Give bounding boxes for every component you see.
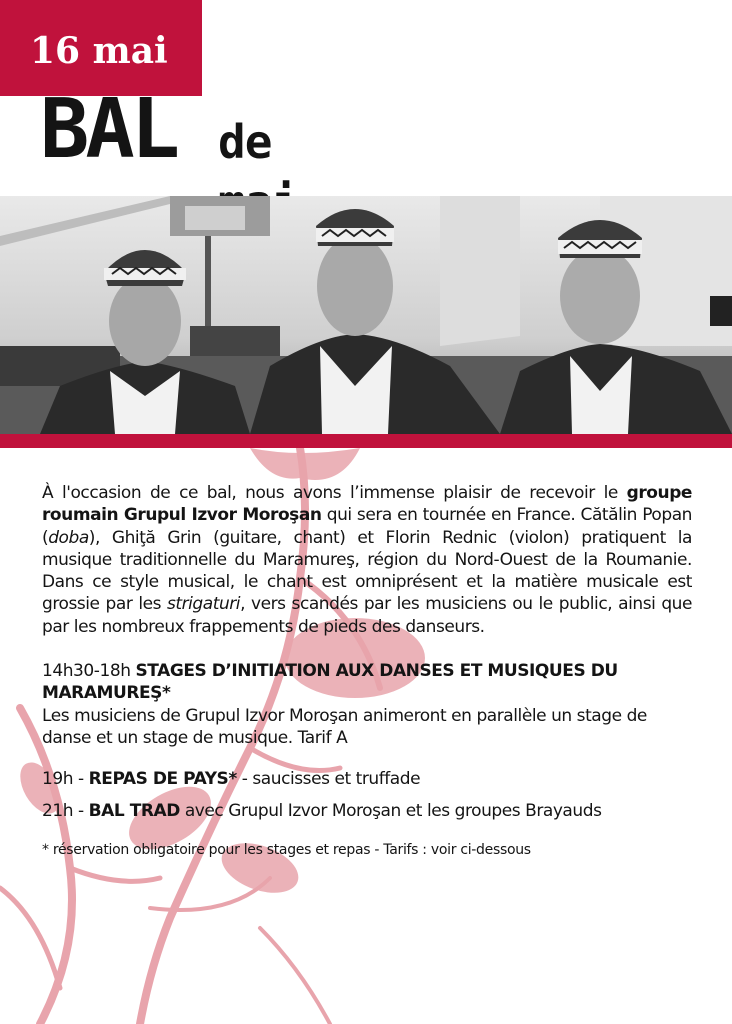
schedule-desc: - saucisses et truffade bbox=[236, 769, 421, 790]
schedule-title: STAGES D’INITIATION AUX DANSES ET MUSIQUES DU MARAMUREŞ* bbox=[42, 661, 618, 704]
schedule-item-bal bbox=[42, 800, 692, 822]
musicians-photo bbox=[0, 196, 732, 434]
instrument-doba: doba bbox=[48, 527, 89, 548]
schedule-time: 21h - bbox=[42, 800, 89, 821]
intro-text-2: qui sera en tournée en France. Cătălin Popan ( bbox=[42, 505, 692, 548]
intro-text-3: ), Ghiţă Grin (guitare, chant) et Florin Rednic (violon) pratiquent la musique traditionnelle du Maramureş, région du Nord-Ouest de la Roumanie. Dans ce style musical, le chant est omniprésent et la matière musicale est grossie par les bbox=[42, 527, 692, 615]
title-de-mai: de bbox=[218, 115, 272, 169]
schedule-time: 19h - bbox=[42, 769, 89, 790]
intro-paragraph bbox=[42, 482, 692, 638]
schedule-title: BAL TRAD bbox=[88, 800, 180, 821]
event-date: 16 mai bbox=[30, 30, 168, 72]
intro-text-1: À l'occasion de ce bal, nous avons l’immense plaisir de recevoir le bbox=[42, 483, 627, 503]
title-bal: BAL bbox=[40, 82, 177, 177]
musicians-photo-icon bbox=[0, 196, 732, 434]
schedule-title: REPAS DE PAYS* bbox=[88, 769, 237, 790]
schedule-item-repas bbox=[42, 768, 692, 790]
red-divider bbox=[0, 434, 732, 448]
reservation-note: * réservation obligatoire pour les stages et repas - Tarifs : voir ci-dessous bbox=[42, 841, 531, 858]
main-content bbox=[42, 482, 692, 860]
term-strigaturi: strigaturi bbox=[166, 594, 241, 615]
schedule-desc: avec Grupul Izvor Moroşan et les groupes Brayauds bbox=[179, 800, 602, 821]
schedule-time: 14h30-18h bbox=[42, 661, 131, 682]
schedule-item-stages bbox=[42, 660, 692, 749]
group-name: groupe roumain Grupul Izvor Moroşan bbox=[42, 483, 692, 526]
intro-text-4: , vers scandés par les musiciens ou le public, ainsi que par les nombreux frappements de pieds des danseurs. bbox=[42, 594, 693, 637]
schedule-desc: Les musiciens de Grupul Izvor Moroşan animeront en parallèle un stage de danse et un stage de musique. Tarif A bbox=[42, 705, 647, 748]
